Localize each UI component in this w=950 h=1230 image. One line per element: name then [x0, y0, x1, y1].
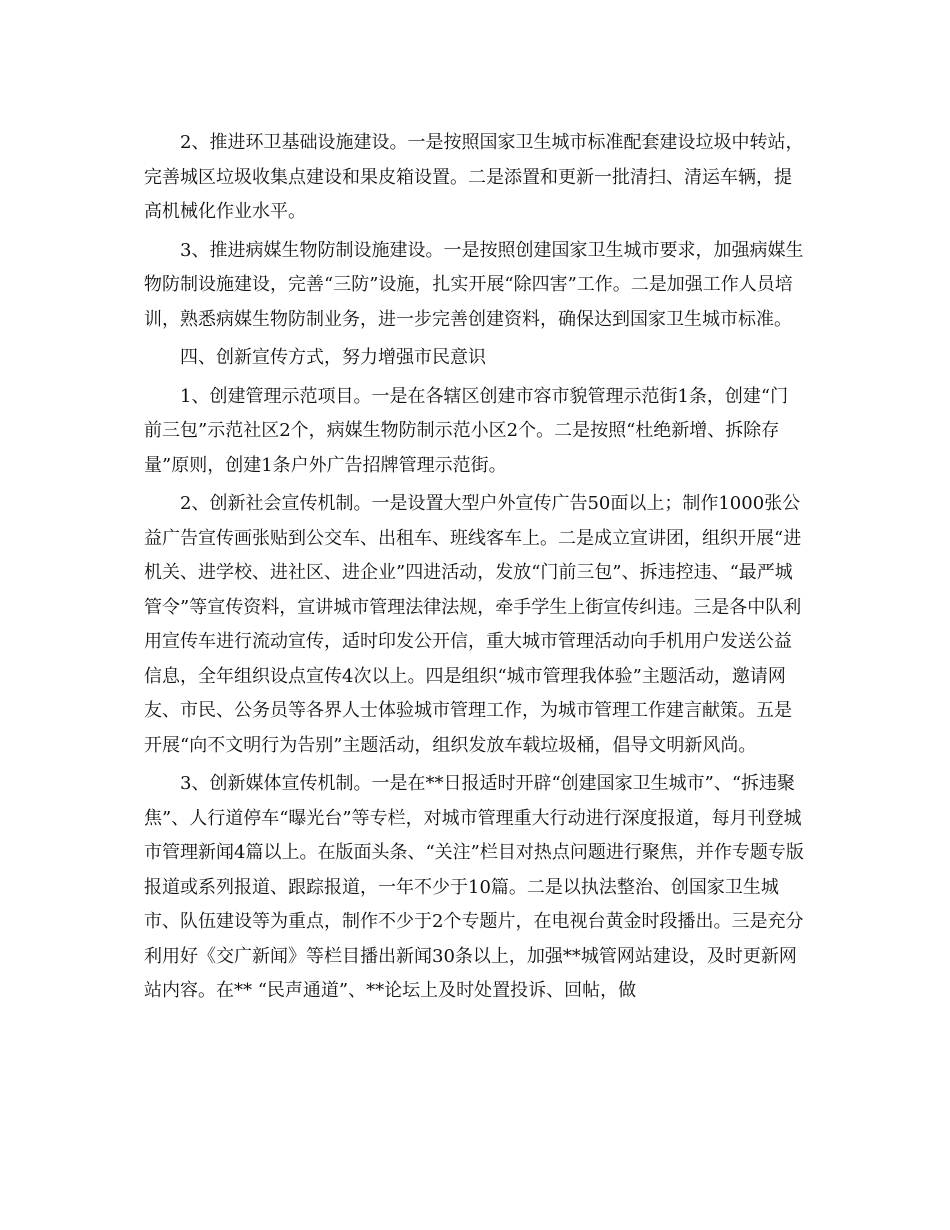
section-heading-publicity: 四、创新宣传方式，努力增强市民意识 [180, 347, 486, 368]
document-body [144, 126, 806, 1013]
paragraph-media-publicity: 3、创新媒体宣传机制。一是在**日报适时开辟“创建国家卫生城市”、“拆违聚焦”、人行道停车“曝光台”等专栏，对城市管理重大行动进行深度报道，每月刊登城市管理新闻4篇以上。在版面头条、“关注”栏目对热点问题进行聚焦，并作专题专版报道或系列报道、跟踪报道，一年不少于10篇。二是以执法整治、创国家卫生城市、队伍建设等为重点，制作不少于2个专题片，在电视台黄金时段播出。三是充分利用好《交广新闻》等栏目播出新闻30条以上，加强**城管网站建设，及时更新网站内容。在** “民声通道”、**论坛上及时处置投诉、回帖，做 [144, 773, 804, 1001]
paragraph-demonstration-projects: 1、创建管理示范项目。一是在各辖区创建市容市貌管理示范街1条，创建“门前三包”示范社区2个，病媒生物防制示范小区2个。二是按照“杜绝新增、拆除存量”原则，创建1条户外广告招牌管理示范街。 [144, 385, 789, 476]
paragraph-sanitation-infrastructure: 2、推进环卫基础设施建设。一是按照国家卫生城市标准配套建设垃圾中转站，完善城区垃圾收集点建设和果皮箱设置。二是添置和更新一批清扫、清运车辆，提高机械化作业水平。 [144, 132, 804, 222]
paragraph-social-publicity: 2、创新社会宣传机制。一是设置大型户外宣传广告50面以上；制作1000张公益广告宣传画张贴到公交车、出租车、班线客车上。二是成立宣讲团，组织开展“进机关、进学校、进社区、进企业”四进活动，发放“门前三包”、拆违控违、“最严城管令”等宣传资料，宣讲城市管理法律法规，牵手学生上街宣传纠违。三是各中队利用宣传车进行流动宣传，适时印发公开信，重大城市管理活动向手机用户发送公益信息，全年组织设点宣传4次以上。四是组织“城市管理我体验”主题活动，邀请网友、市民、公务员等各界人士体验城市管理工作，为城市管理工作建言献策。五是开展“向不文明行为告别”主题活动，组织发放车载垃圾桶，倡导文明新风尚。 [144, 493, 802, 756]
paragraph-vector-control: 3、推进病媒生物防制设施建设。一是按照创建国家卫生城市要求，加强病媒生物防制设施建设，完善“三防”设施，扎实开展“除四害”工作。二是加强工作人员培训，熟悉病媒生物防制业务，进一步完善创建资料，确保达到国家卫生城市标准。 [144, 239, 804, 330]
